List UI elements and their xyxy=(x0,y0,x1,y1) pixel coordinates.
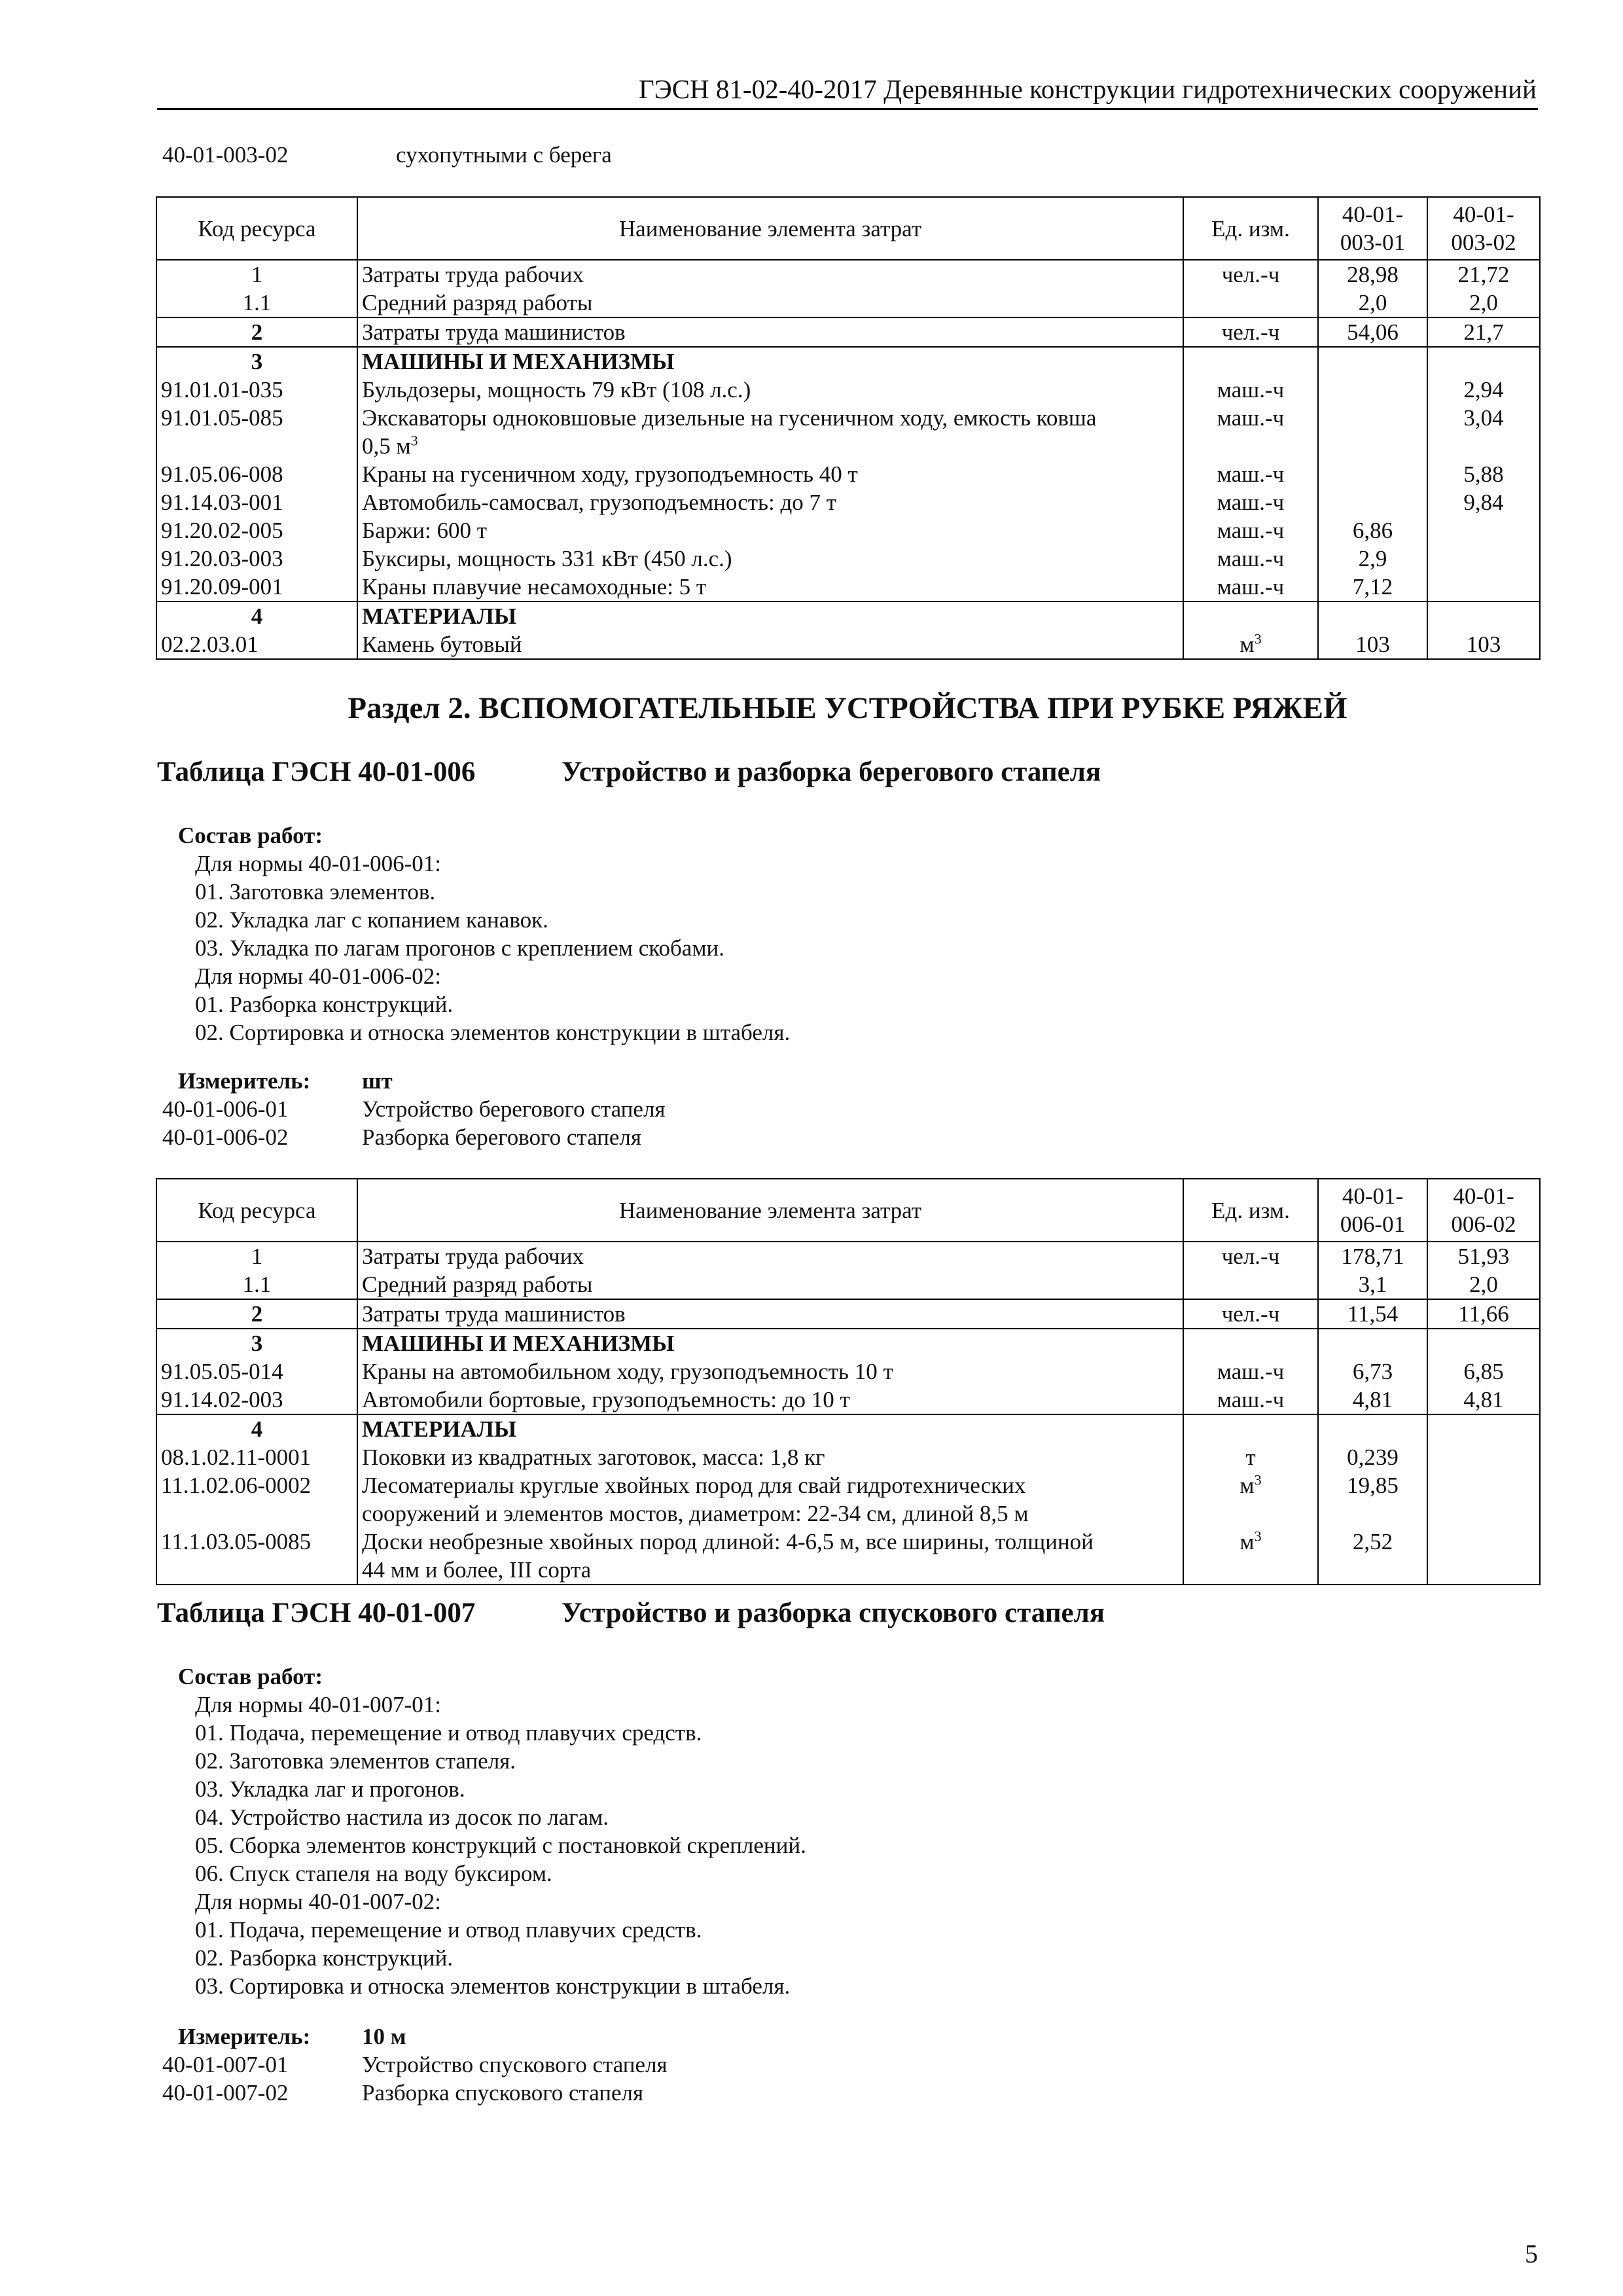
list-item: 03. Сортировка и относка элементов конструкции в штабеля. xyxy=(195,1973,791,1999)
meter-label: Измеритель: xyxy=(178,2024,311,2049)
meter-unit: 10 м xyxy=(362,2024,406,2049)
col-header-code: Код ресурса xyxy=(156,1179,357,1242)
table-row: 11.1.03.05-0085 Доски необрезные хвойных пород длиной: 4-6,5 м, все ширины, толщиной 44 мм и более, III сорта $м^3$ 2,52 xyxy=(156,1528,1540,1585)
col-header-code: Код ресурса xyxy=(156,197,357,260)
list-item: 01. Подача, перемещение и отвод плавучих средств. xyxy=(195,1720,702,1746)
works-label: Состав работ: xyxy=(178,1664,323,1689)
list-item: 01. Разборка конструкций. xyxy=(195,992,454,1017)
col-header-norm-1: 40-01- 003-01 xyxy=(1318,197,1427,260)
table-row: 1.1 Средний разряд работы 3,1 2,0 xyxy=(156,1270,1540,1299)
list-item: 02. Укладка лаг с копанием канавок. xyxy=(195,907,548,933)
table-row: 08.1.02.11-0001 Поковки из квадратных заготовок, масса: 1,8 кг т 0,239 xyxy=(156,1443,1540,1471)
table-header-row xyxy=(156,197,1540,260)
list-item: 02. Разборка конструкций. xyxy=(195,1945,454,1971)
col-header-unit: Ед. изм. xyxy=(1183,197,1318,260)
list-item: Для нормы 40-01-006-02: xyxy=(195,963,441,989)
list-item: 02. Сортировка и относка элементов конструкции в штабеля. xyxy=(195,1020,791,1045)
table-row: 91.20.03-003 Буксиры, мощность 331 кВт (450 л.с.) маш.-ч 2,9 xyxy=(156,545,1540,573)
resource-table-003 xyxy=(156,196,1541,660)
table-row: 4 МАТЕРИАЛЫ xyxy=(156,601,1540,630)
running-header: ГЭСН 81-02-40-2017 Деревянные конструкции гидротехнических сооружений xyxy=(638,74,1537,104)
table-row: 91.05.06-008 Краны на гусеничном ходу, грузоподъемность 40 т маш.-ч 5,88 xyxy=(156,460,1540,488)
table-row: 3 МАШИНЫ И МЕХАНИЗМЫ xyxy=(156,1329,1540,1357)
table-row: 91.05.05-014 Краны на автомобильном ходу, грузоподъемность 10 т маш.-ч 6,73 6,85 xyxy=(156,1357,1540,1386)
meter-label: Измеритель: xyxy=(178,1068,311,1094)
col-header-norm-1: 40-01- 006-01 xyxy=(1318,1179,1427,1242)
list-item: 06. Спуск стапеля на воду буксиром. xyxy=(195,1861,552,1886)
table-row: 2 Затраты труда машинистов чел.-ч 54,06 21,7 xyxy=(156,317,1540,347)
list-item: 01. Подача, перемещение и отвод плавучих средств. xyxy=(195,1917,702,1943)
list-item: 05. Сборка элементов конструкций с постановкой скреплений. xyxy=(195,1833,806,1858)
section-title: Раздел 2. ВСПОМОГАТЕЛЬНЫЕ УСТРОЙСТВА ПРИ РУБКЕ РЯЖЕЙ xyxy=(348,691,1347,725)
table-row: 91.01.01-035 Бульдозеры, мощность 79 кВт (108 л.с.) маш.-ч 2,94 xyxy=(156,376,1540,404)
table-row: 02.2.03.01 Камень бутовый $м^3$ 103 103 xyxy=(156,630,1540,659)
list-item: 04. Устройство настила из досок по лагам. xyxy=(195,1804,609,1830)
table-row: 91.14.02-003 Автомобили бортовые, грузоподъемность: до 10 т маш.-ч 4,81 4,81 xyxy=(156,1386,1540,1414)
table-row: 1 Затраты труда рабочих чел.-ч 178,71 51,93 xyxy=(156,1242,1540,1270)
page-number: 5 xyxy=(1525,2239,1538,2269)
table-007-title: Устройство и разборка спускового стапеля xyxy=(562,1598,1105,1628)
table-007-label: Таблица ГЭСН 40-01-007 xyxy=(157,1598,476,1628)
norm-code: 40-01-006-01 xyxy=(162,1096,289,1122)
table-row: 11.1.02.06-0002 Лесоматериалы круглые хвойных пород для свай гидротехнических сооружений и элементов мостов, диаметром: 22-34 см, длиной 8,5 м $м^3$ 19,85 xyxy=(156,1471,1540,1528)
table-row: 91.20.02-005 Баржи: 600 т маш.-ч 6,86 xyxy=(156,516,1540,545)
header-rule xyxy=(157,108,1538,110)
list-item: 02. Заготовка элементов стапеля. xyxy=(195,1748,516,1774)
list-item: 03. Укладка лаг и прогонов. xyxy=(195,1776,465,1802)
table-row: 2 Затраты труда машинистов чел.-ч 11,54 11,66 xyxy=(156,1299,1540,1329)
table-row: 1.1 Средний разряд работы 2,0 2,0 xyxy=(156,289,1540,317)
top-norm-name: сухопутными с берега xyxy=(396,142,612,168)
norm-code: 40-01-007-01 xyxy=(162,2052,289,2077)
works-label: Состав работ: xyxy=(178,823,323,848)
list-item: Для нормы 40-01-007-02: xyxy=(195,1889,441,1914)
norm-name: Устройство спускового стапеля xyxy=(362,2052,668,2077)
list-item: Для нормы 40-01-006-01: xyxy=(195,851,441,876)
norm-name: Устройство берегового стапеля xyxy=(362,1096,666,1122)
meter-unit: шт xyxy=(362,1068,393,1094)
norm-name: Разборка спускового стапеля xyxy=(362,2080,644,2106)
table-row: 91.20.09-001 Краны плавучие несамоходные: 5 т маш.-ч 7,12 xyxy=(156,573,1540,601)
works-list-007 xyxy=(195,1691,806,2000)
col-header-norm-2: 40-01- 003-02 xyxy=(1427,197,1540,260)
works-list-006 xyxy=(195,850,790,1047)
list-item: 03. Укладка по лагам прогонов с креплением скобами. xyxy=(195,935,724,961)
table-row: 91.14.03-001 Автомобиль-самосвал, грузоподъемность: до 7 т маш.-ч 9,84 xyxy=(156,488,1540,516)
table-row: 3 МАШИНЫ И МЕХАНИЗМЫ xyxy=(156,347,1540,376)
list-item: Для нормы 40-01-007-01: xyxy=(195,1692,441,1717)
table-header-row xyxy=(156,1179,1540,1242)
norm-code: 40-01-006-02 xyxy=(162,1124,289,1150)
col-header-name: Наименование элемента затрат xyxy=(357,1179,1183,1242)
norm-code: 40-01-007-02 xyxy=(162,2080,289,2106)
table-006-title: Устройство и разборка берегового стапеля xyxy=(562,757,1101,787)
col-header-norm-2: 40-01- 006-02 xyxy=(1427,1179,1540,1242)
resource-table-006 xyxy=(156,1178,1541,1585)
list-item: 01. Заготовка элементов. xyxy=(195,879,436,905)
table-row: 1 Затраты труда рабочих чел.-ч 28,98 21,72 xyxy=(156,260,1540,289)
table-006-label: Таблица ГЭСН 40-01-006 xyxy=(157,757,476,787)
top-norm-code: 40-01-003-02 xyxy=(162,142,289,168)
norm-name: Разборка берегового стапеля xyxy=(362,1124,641,1150)
col-header-name: Наименование элемента затрат xyxy=(357,197,1183,260)
table-row: 91.01.05-085 Экскаваторы одноковшовые дизельные на гусеничном ходу, емкость ковша 0,5 $м^3$ маш.-ч 3,04 xyxy=(156,404,1540,460)
table-row: 4 МАТЕРИАЛЫ xyxy=(156,1414,1540,1443)
col-header-unit: Ед. изм. xyxy=(1183,1179,1318,1242)
